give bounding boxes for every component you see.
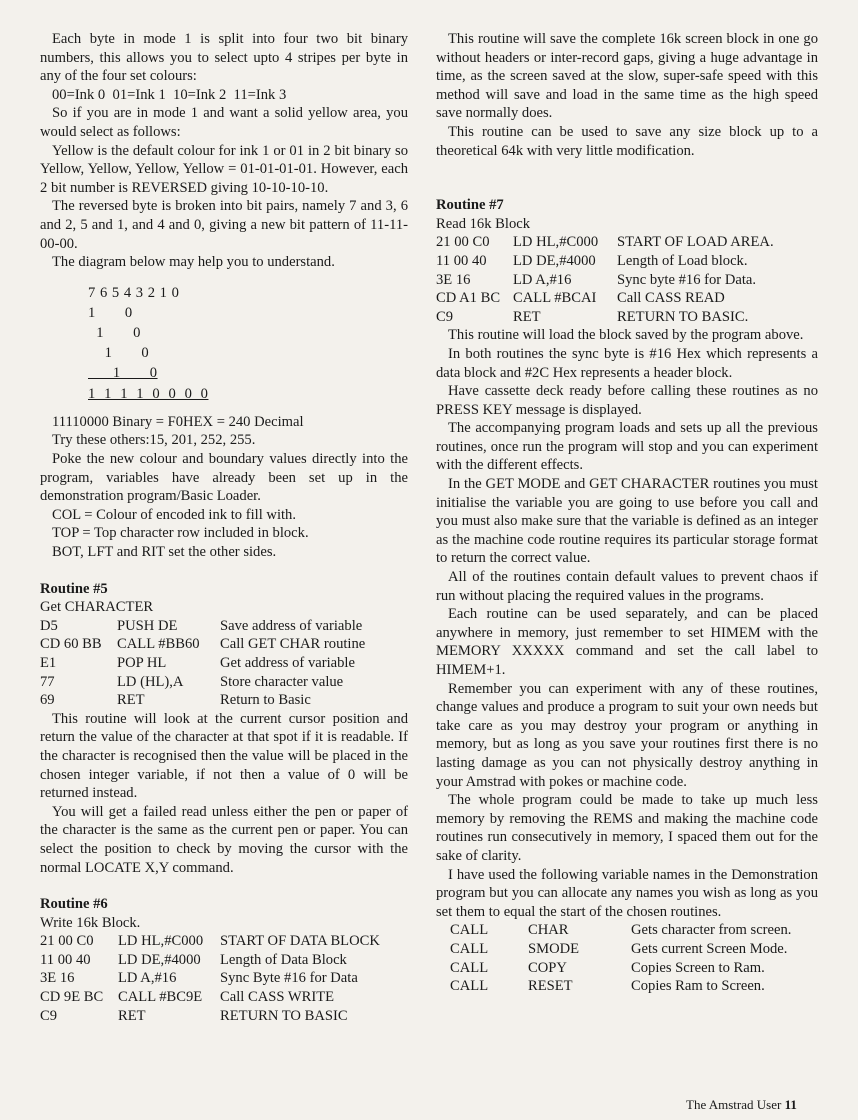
call-keyword: CALL [450, 959, 489, 976]
paragraph: Remember you can experiment with any of these routines, change values and produce a program to suit your own needs but take care as you may destroy your program or anything in memory, but as long as you save your routines first there is no lasting damage as you can not physically destroy anything in your Amstrad with pokes or machine code. [436, 680, 818, 790]
comment-cell: Call CASS WRITE [220, 989, 335, 1006]
comment-cell: RETURN TO BASIC [220, 1007, 348, 1024]
mnemonic-cell: LD A,#16 [513, 271, 572, 288]
mnemonic-cell: LD A,#16 [118, 970, 177, 987]
mnemonic-cell: LD HL,#C000 [118, 933, 204, 950]
publication-name: The Amstrad User [686, 1097, 782, 1112]
paragraph: This routine will look at the current cursor position and return the value of the character at that spot if it is readable. If the character is recognised then the value will be placed in the chosen integer variable, if not then a value of 0 will be returned instead. [40, 710, 408, 802]
code-row [40, 932, 380, 951]
diagram-row: 1 0 [88, 325, 141, 342]
left-column [40, 30, 408, 1025]
mnemonic-cell: LD (HL),A [117, 673, 184, 690]
code-row [436, 252, 774, 271]
paragraph: Each byte in mode 1 is split into four two bit binary numbers, this allows you to select upto 4 stripes per byte in any of the four set colours: [40, 31, 408, 85]
hex-cell: 21 00 C0 [40, 933, 94, 950]
paragraph: The reversed byte is broken into bit pairs, namely 7 and 3, 6 and 2, 5 and 1, and 4 and 0, giving a new bit pattern of 11-11-00-00. [40, 198, 408, 252]
paragraph: Each routine can be used separately, and can be placed anywhere in memory, just remember to set HIMEM with the MEMORY XXXXX command and set the call label to HIMEM+1. [436, 606, 818, 678]
paragraph: TOP = Top character row included in block. [52, 525, 309, 542]
call-row [450, 977, 791, 996]
diagram-row: 1 0 [88, 345, 150, 362]
diagram-row: 1 0 [88, 304, 133, 321]
paragraph: This routine can be used to save any size block up to a theoretical 64k with very little modification. [436, 123, 818, 159]
mnemonic-cell: RET [513, 308, 541, 325]
comment-cell: Save address of variable [220, 617, 363, 634]
diagram-row: 1 0 [88, 365, 158, 382]
code-row [40, 654, 365, 673]
hex-cell: CD A1 BC [436, 290, 501, 307]
call-label: CHAR [528, 922, 569, 939]
call-keyword: CALL [450, 978, 489, 995]
hex-cell: 69 [40, 692, 55, 709]
call-description: Gets character from screen. [631, 922, 792, 939]
call-description: Copies Ram to Screen. [631, 978, 765, 995]
comment-cell: Store character value [220, 673, 344, 690]
comment-cell: Call CASS READ [617, 290, 725, 307]
paragraph: The accompanying program loads and sets up all the previous routines, once run the program will stop and you can experiment with the different effects. [436, 420, 818, 474]
comment-cell: Call GET CHAR routine [220, 636, 366, 653]
paragraph: You will get a failed read unless either the pen or paper of the character is the same as the current pen or paper. You can select the position to check by moving the cursor with the normal LOCATE X,Y command. [40, 803, 408, 876]
routine-heading: Routine #5 [40, 580, 108, 597]
code-listing [40, 932, 380, 1025]
routine-subtitle: Get CHARACTER [40, 599, 154, 616]
bit-diagram [88, 284, 408, 405]
call-description: Copies Screen to Ram. [631, 959, 765, 976]
hex-cell: 77 [40, 673, 55, 690]
hex-cell: 11 00 40 [436, 252, 487, 269]
comment-cell: Sync byte #16 for Data. [617, 271, 757, 288]
paragraph: I have used the following variable names in the Demonstration program but you can allocate any names you wish as long as you set them to equal the start of the chosen routines. [436, 866, 818, 920]
code-row [436, 233, 774, 252]
hex-cell: 3E 16 [436, 271, 471, 288]
code-row [40, 673, 365, 692]
code-row [40, 691, 365, 710]
call-row [450, 959, 791, 978]
code-row [40, 951, 380, 970]
call-keyword: CALL [450, 922, 489, 939]
hex-cell: CD 60 BB [40, 636, 102, 653]
code-row [40, 1007, 380, 1026]
code-row [436, 271, 774, 290]
comment-cell: Sync Byte #16 for Data [220, 970, 358, 987]
mnemonic-cell: CALL #BCAI [513, 290, 597, 307]
call-keyword: CALL [450, 940, 489, 957]
mnemonic-cell: RET [118, 1007, 146, 1024]
hex-cell: C9 [436, 308, 454, 325]
routine-heading: Routine #6 [40, 896, 108, 913]
comment-cell: Get address of variable [220, 654, 355, 671]
paragraph: So if you are in mode 1 and want a solid yellow area, you would select as follows: [40, 105, 408, 140]
paragraph: This routine will save the complete 16k screen block in one go without headers or inter-record gaps, giving a huge advantage in time, as the screen saved at the slow, super-safe speed with this method will save and load in the same time as the high speed save normally does. [436, 31, 818, 122]
paragraph: Have cassette deck ready before calling these routines as no PRESS KEY message is displayed. [436, 383, 818, 418]
call-label: COPY [528, 959, 567, 976]
hex-cell: 11 00 40 [40, 951, 91, 968]
paragraph: All of the routines contain default values to prevent chaos if run without placing the required values in the programs. [436, 569, 818, 604]
code-row [436, 308, 774, 327]
code-row [40, 988, 380, 1007]
paragraph: 11110000 Binary = F0HEX = 240 Decimal [52, 413, 304, 430]
mnemonic-cell: RET [117, 692, 145, 709]
hex-cell: C9 [40, 1007, 58, 1024]
code-row [40, 617, 365, 636]
comment-cell: RETURN TO BASIC. [617, 308, 749, 325]
mnemonic-cell: POP HL [117, 654, 167, 671]
routine-subtitle: Write 16k Block. [40, 914, 141, 931]
paragraph: COL = Colour of encoded ink to fill with. [52, 506, 296, 523]
call-label: SMODE [528, 940, 580, 957]
paragraph: The whole program could be made to take up much less memory by removing the REMS and making the machine code routines run consecutively in memory, I spaced them out for the sake of clarity. [436, 792, 818, 864]
hex-cell: CD 9E BC [40, 989, 104, 1006]
mnemonic-cell: CALL #BC9E [118, 989, 203, 1006]
mnemonic-cell: LD HL,#C000 [513, 234, 599, 251]
diagram-result-row: 1 1 1 1 0 0 0 0 [88, 385, 209, 402]
paragraph: This routine will load the block saved by the program above. [448, 327, 804, 344]
right-column [436, 30, 818, 996]
comment-cell: START OF DATA BLOCK [220, 933, 380, 950]
mnemonic-cell: LD DE,#4000 [118, 951, 201, 968]
mnemonic-cell: CALL #BB60 [117, 636, 200, 653]
call-row [450, 921, 791, 940]
code-listing [436, 233, 774, 326]
code-row [40, 969, 380, 988]
code-row [436, 289, 774, 308]
code-listing [40, 617, 365, 710]
comment-cell: Return to Basic [220, 692, 311, 709]
hex-cell: 21 00 C0 [436, 234, 490, 251]
comment-cell: START OF LOAD AREA. [617, 234, 774, 251]
paragraph: Try these others:15, 201, 252, 255. [52, 432, 256, 449]
call-label: RESET [528, 978, 573, 995]
comment-cell: Length of Data Block [220, 951, 347, 968]
mnemonic-cell: PUSH DE [117, 617, 178, 634]
ink-mapping-line: 00=Ink 0 01=Ink 1 10=Ink 2 11=Ink 3 [52, 86, 287, 103]
page-number: 11 [784, 1097, 797, 1112]
paragraph: Poke the new colour and boundary values directly into the program, variables have already been set up in the demonstration program/Basic Loader. [40, 451, 408, 505]
hex-cell: E1 [40, 654, 57, 671]
hex-cell: 3E 16 [40, 970, 75, 987]
code-row [40, 635, 365, 654]
paragraph: The diagram below may help you to understand. [52, 254, 335, 271]
paragraph: In both routines the sync byte is #16 Hex which represents a data block and #2C Hex represents a header block. [436, 345, 818, 381]
diagram-row: 7 6 5 4 3 2 1 0 [88, 284, 180, 301]
call-description: Gets current Screen Mode. [631, 940, 788, 957]
mnemonic-cell: LD DE,#4000 [513, 252, 596, 269]
routine-subtitle: Read 16k Block [436, 215, 531, 232]
routine-heading: Routine #7 [436, 197, 504, 214]
hex-cell: D5 [40, 617, 58, 634]
comment-cell: Length of Load block. [617, 252, 748, 269]
paragraph: BOT, LFT and RIT set the other sides. [52, 544, 277, 560]
paragraph: Yellow is the default colour for ink 1 or 01 in 2 bit binary so Yellow, Yellow, Yellow, Yellow = 01-01-01-01. However, each 2 bit number is REVERSED giving 10-10-10-10. [40, 142, 408, 196]
page-footer [686, 1097, 797, 1113]
paragraph: In the GET MODE and GET CHARACTER routines you must initialise the variable you are going to use before you call and you must also make sure that the variable is defined as an integer as the machine code routine requires its particular storage format to return the correct value. [436, 476, 818, 567]
variable-names-table [450, 921, 791, 995]
call-row [450, 940, 791, 959]
